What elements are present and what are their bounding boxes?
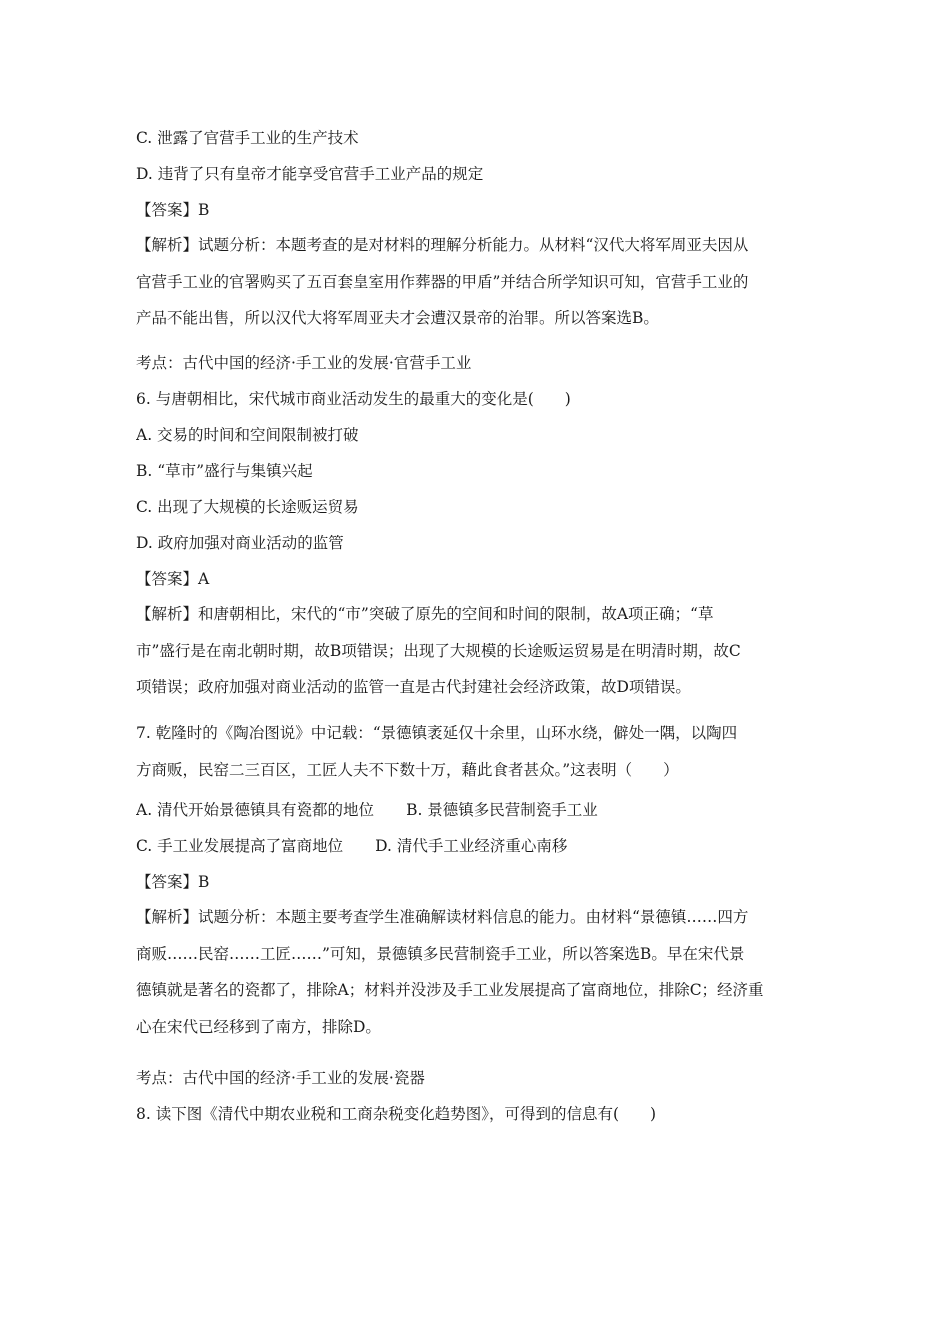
q7-knowledge-point: 考点：古代中国的经济·手工业的发展·瓷器 <box>136 1069 425 1087</box>
q7-analysis-line: 【解析】试题分析：本题主要考查学生准确解读材料信息的能力。由材料“景德镇……四方 <box>136 908 749 926</box>
q7-analysis <box>136 899 826 1045</box>
q7-options-row-2 <box>136 836 826 856</box>
q6-analysis <box>136 596 826 706</box>
q7-stem <box>136 715 826 788</box>
q6-stem: 6. 与唐朝相比，宋代城市商业活动发生的最重大的变化是( ) <box>136 390 571 408</box>
q6-option-c: C. 出现了大规模的长途贩运贸易 <box>136 498 359 516</box>
q5-answer: 【答案】B <box>136 201 210 219</box>
q6-option-d: D. 政府加强对商业活动的监管 <box>136 534 344 552</box>
q6-analysis-line: 【解析】和唐朝相比，宋代的“市”突破了原先的空间和时间的限制，故A项正确；“草 <box>136 605 714 623</box>
q5-option-c: C. 泄露了官营手工业的生产技术 <box>136 129 359 147</box>
q6-analysis-line: 市”盛行是在南北朝时期，故B项错误；出现了大规模的长途贩运贸易是在明清时期，故C <box>136 641 741 660</box>
q7-stem-line: 方商贩，民窑二三百区，工匠人夫不下数十万，藉此食者甚众。”这表明（ ） <box>136 760 679 779</box>
q7-option-b: B. 景德镇多民营制瓷手工业 <box>406 801 598 819</box>
q7-option-d: D. 清代手工业经济重心南移 <box>375 837 568 855</box>
q7-option-a: A. 清代开始景德镇具有瓷都的地位 <box>136 801 375 819</box>
q7-answer: 【答案】B <box>136 873 210 891</box>
q6-option-b: B. “草市”盛行与集镇兴起 <box>136 462 313 480</box>
q6-answer: 【答案】A <box>136 570 210 588</box>
q7-analysis-line: 德镇就是著名的瓷都了，排除A；材料并没涉及手工业发展提高了富商地位，排除C；经济重 <box>136 981 764 1000</box>
q7-analysis-line: 心在宋代已经移到了南方，排除D。 <box>136 1017 381 1036</box>
q6-option-a: A. 交易的时间和空间限制被打破 <box>136 426 359 444</box>
q5-knowledge-point: 考点：古代中国的经济·手工业的发展·官营手工业 <box>136 354 472 372</box>
q7-stem-line: 7. 乾隆时的《陶冶图说》中记载：“景德镇袤延仅十余里，山环水绕，僻处一隅，以陶四 <box>136 724 738 742</box>
q5-analysis-line: 【解析】试题分析：本题考查的是对材料的理解分析能力。从材料“汉代大将军周亚夫因从 <box>136 236 749 254</box>
q5-analysis-line: 产品不能出售，所以汉代大将军周亚夫才会遭汉景帝的治罪。所以答案选B。 <box>136 309 659 328</box>
q7-analysis-line: 商贩……民窑……工匠……”可知，景德镇多民营制瓷手工业，所以答案选B。早在宋代景 <box>136 944 745 963</box>
q5-analysis <box>136 227 826 337</box>
q8-stem: 8. 读下图《清代中期农业税和工商杂税变化趋势图》，可得到的信息有( ) <box>136 1105 657 1123</box>
q5-analysis-line: 官营手工业的官署购买了五百套皇室用作葬器的甲盾”并结合所学知识可知，官营手工业的 <box>136 272 749 291</box>
q5-option-d: D. 违背了只有皇帝才能享受官营手工业产品的规定 <box>136 165 484 183</box>
q7-option-c: C. 手工业发展提高了富商地位 <box>136 837 344 855</box>
q7-options-row-1 <box>136 800 826 820</box>
q6-analysis-line: 项错误；政府加强对商业活动的监管一直是古代封建社会经济政策，故D项错误。 <box>136 678 691 697</box>
